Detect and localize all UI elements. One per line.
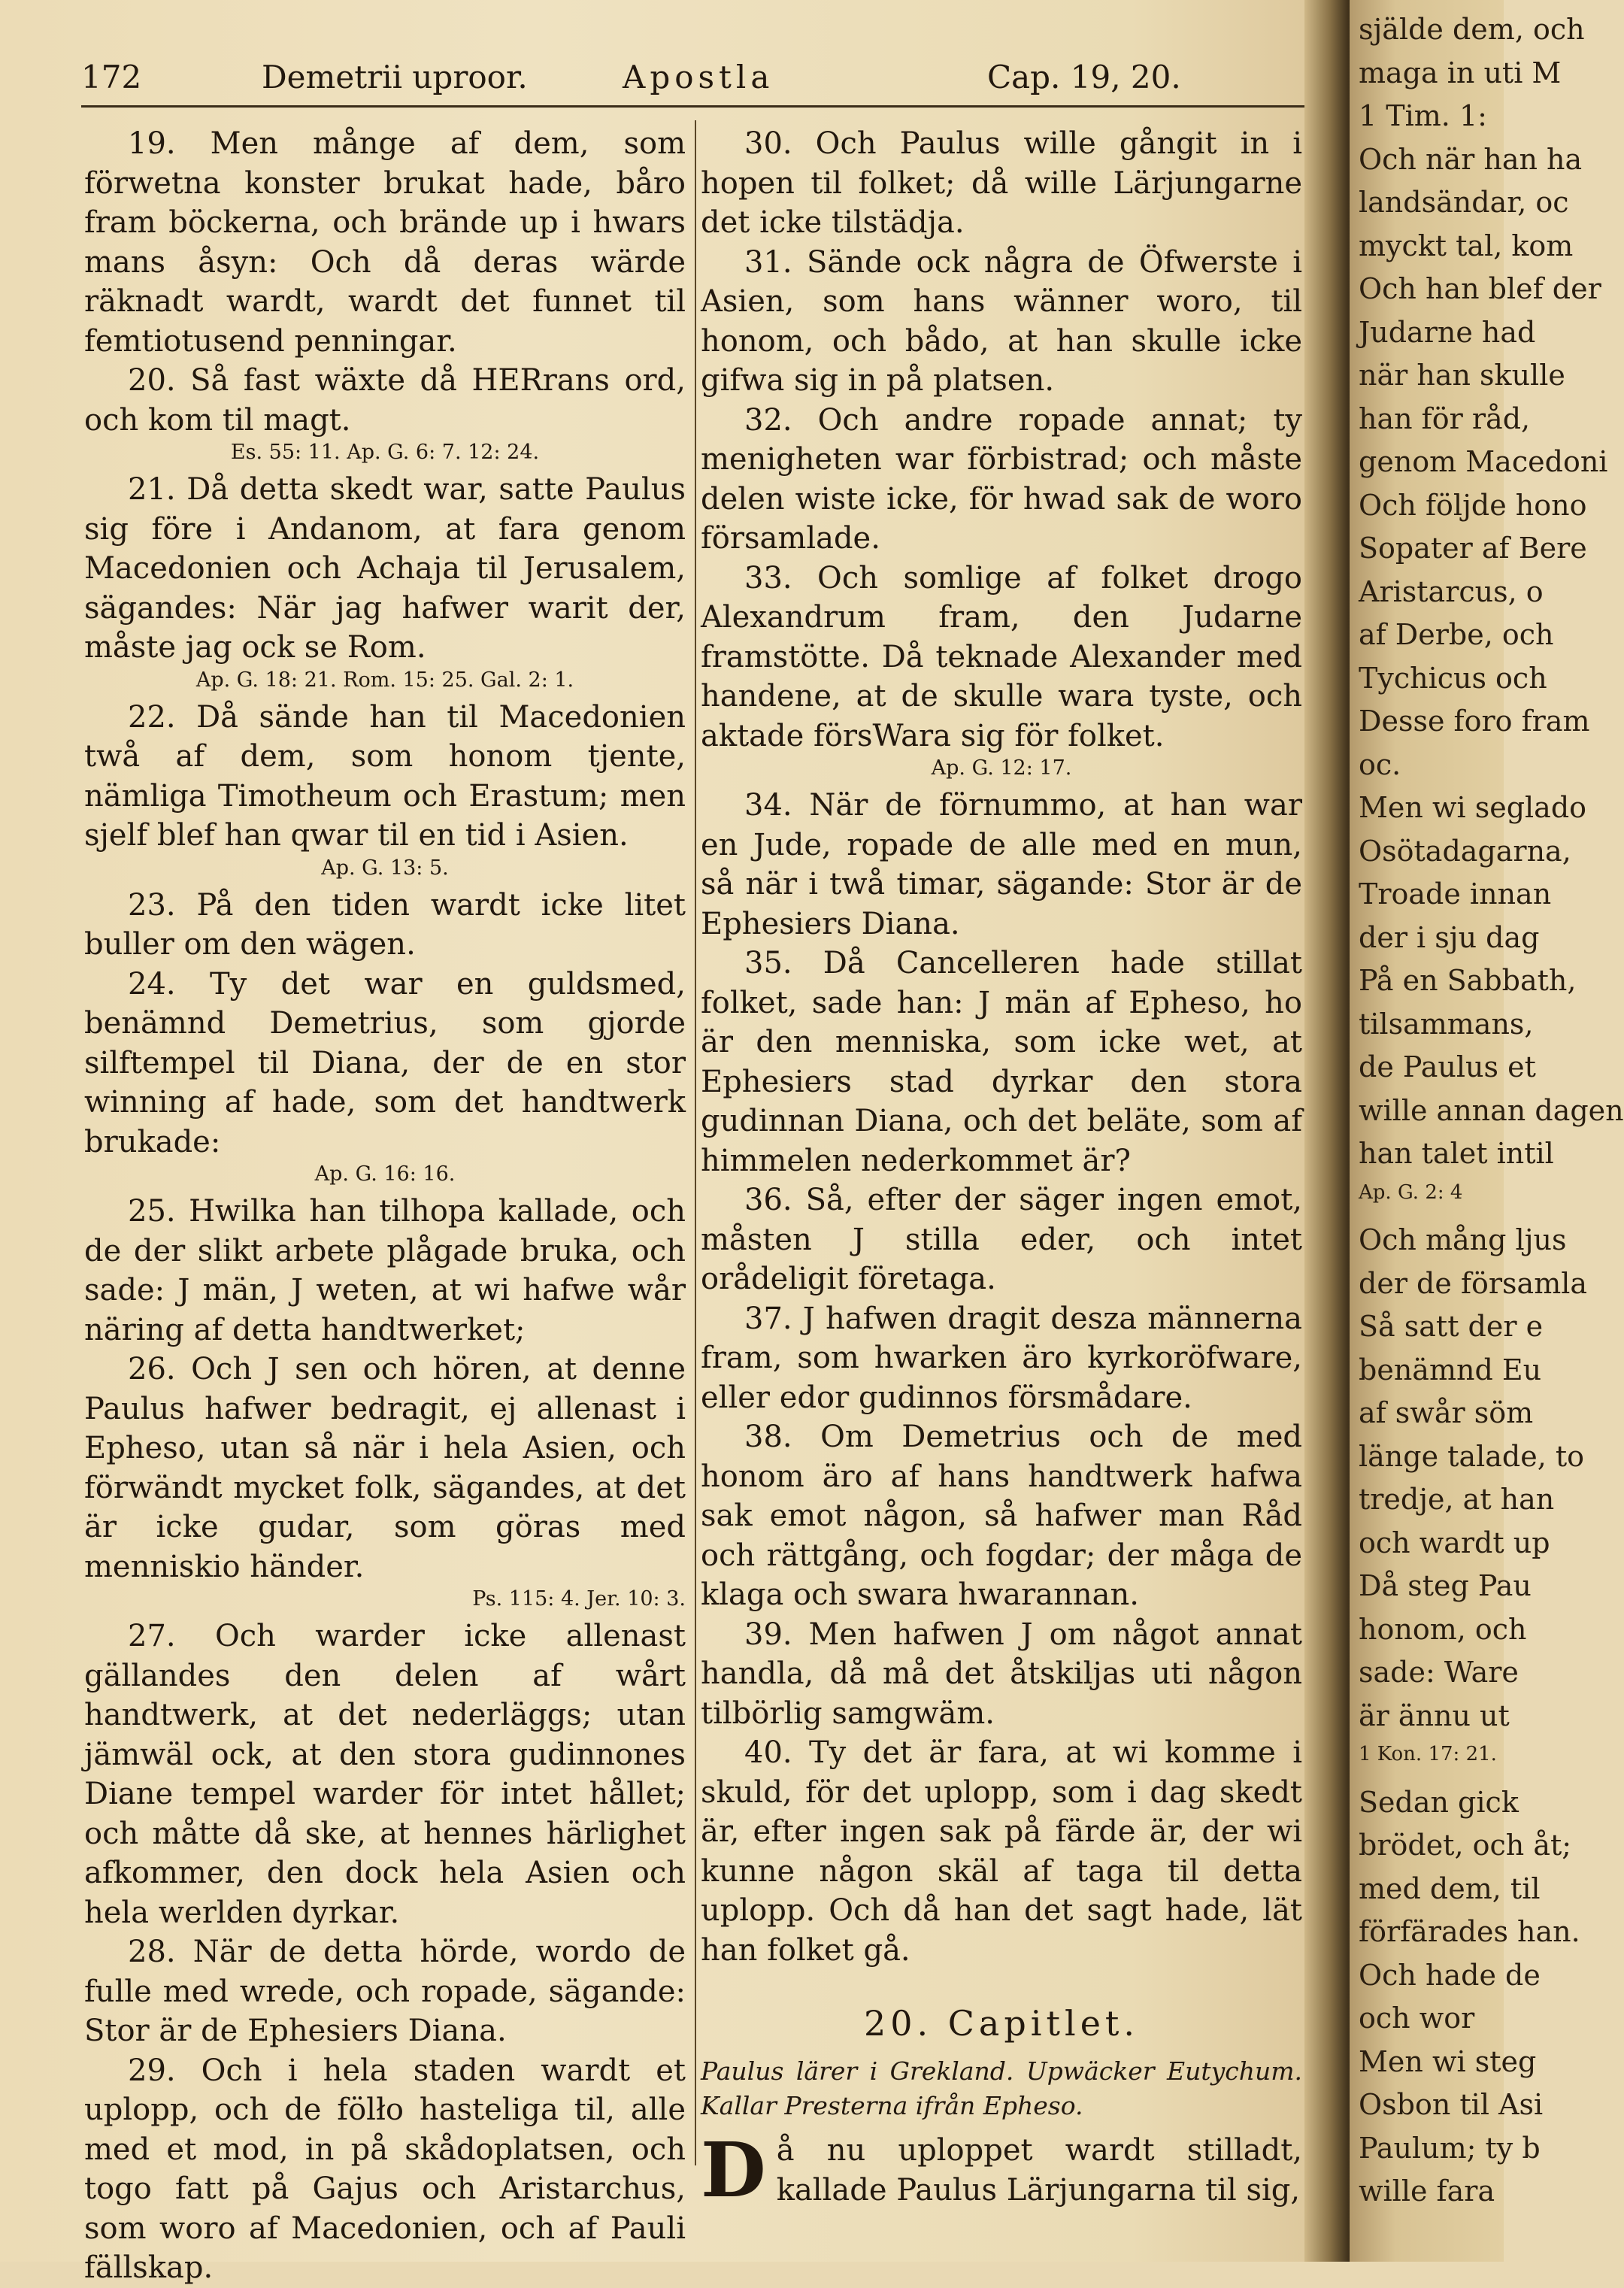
facing-page-line: Aristarcus, o [1359, 574, 1544, 608]
verse: 36. Så, efter der säger ingen emot, måsten J stilla eder, och intet orådeligit företaga. [701, 1183, 1302, 1296]
facing-page-line: Då steg Pau [1359, 1569, 1532, 1602]
verse: 27. Och warder icke allenast gällandes den delen af wårt handtwerk, at det nederläggs; utan jämwäl ock, at den stora gudinnones Diane tempel warder för intet hållet; och måtte då ske, at hennes härlighet afkommer, den dock hela Asien och hela werlden dyrkar. [84, 1619, 686, 1930]
facing-page-line: när han skulle [1359, 359, 1565, 392]
facing-page-line: han talet intil [1359, 1137, 1554, 1170]
verse: 33. Och somlige af folket drogo Alexandrum fram, den Judarne framstötte. Då teknade Alexander med handene, at de skulle wara tyste, och aktade försWara sig för folket. [701, 560, 1302, 753]
drop-cap: D [701, 2126, 766, 2214]
facing-page-line: Och hade de [1359, 1958, 1541, 1992]
center-running-title: Apostla [623, 59, 774, 95]
running-header [81, 59, 1314, 104]
left-running-title: Demetrii uproor. [262, 59, 528, 95]
facing-page-line: wille annan dagen [1359, 1093, 1624, 1127]
verse: 35. Då Cancelleren hade stillat folket, sade han: J män af Epheso, ho är den menniska, som icke wet, at Ephesiers stad dyrkar den stora gudinnan Diana, och det beläte, som af himmelen nederkommet är? [701, 946, 1302, 1178]
facing-page-line: Paulum; ty b [1359, 2131, 1541, 2165]
facing-page-line: 1 Tim. 1: [1359, 99, 1487, 132]
facing-page-fragment [1350, 0, 1624, 2262]
verse: 22. Då sände han til Macedonien twå af dem, som honom tjente, nämliga Timotheum och Erastum; men sjelf blef han qwar til en tid i Asien. [84, 699, 686, 853]
verse: 37. J hafwen dragit desza männerna fram, som hwarken äro kyrkoröfware, eller edor gudinnos försmådare. [701, 1301, 1302, 1415]
facing-page-line: med dem, til [1359, 1871, 1541, 1905]
facing-page-line: länge talade, to [1359, 1439, 1585, 1473]
facing-page-line: 1 Kon. 17: 21. [1359, 1743, 1497, 1765]
facing-page-line: Tychicus och [1359, 661, 1547, 695]
facing-page-line: tilsammans, [1359, 1007, 1534, 1041]
cross-reference: Ap. G. 13: 5. [321, 856, 449, 880]
facing-page-line: Judarne had [1359, 315, 1536, 349]
facing-page-line: Men wi seglado [1359, 791, 1587, 824]
facing-page-line: sade: Ware [1359, 1656, 1519, 1689]
verse: 21. Då detta skedt war, satte Paulus sig före i Andanom, at fara genom Macedonien och Achaja til Jerusalem, sägandes: När jag hafwer warit der, måste jag ock se Rom. [84, 472, 686, 665]
chapter-reference: Cap. 19, 20. [987, 59, 1181, 95]
chapter-opening [701, 2126, 1302, 2214]
facing-page-line: landsändar, oc [1359, 186, 1569, 219]
facing-page-line: Och följde hono [1359, 488, 1587, 522]
facing-page-line: maga in uti M [1359, 56, 1562, 89]
facing-page-line: de Paulus et [1359, 1050, 1536, 1083]
facing-page-line: och wardt up [1359, 1526, 1550, 1559]
cross-reference: Ap. G. 16: 16. [314, 1162, 456, 1186]
verse: 19. Men månge af dem, som förwetna konster brukat hade, båro fram böckerna, och brände up i hwars mans åsyn: Och då deras wärde räknadt wardt, wardt det funnet til femtiotusend penningar. [84, 126, 686, 359]
right-column [701, 124, 1302, 2214]
facing-page-line: benämnd Eu [1359, 1353, 1542, 1386]
verse: 26. Och J sen och hören, at denne Paulus hafwer bedragit, ej allenast i Epheso, utan så när i hela Asien, och förwändt mycket folk, sägandes, at det är icke gudar, som göras med menniskio händer. [84, 1352, 686, 1584]
chapter-summary: Paulus lärer i Grekland. Upwäcker Eutychum. Kallar Presterna ifrån Epheso. [701, 2056, 1302, 2120]
verse: 31. Sände ock några de Öfwerste i Asien, som hans wänner woro, til honom, och bådo, at han skulle icke gifwa sig in på platsen. [701, 244, 1302, 398]
facing-page-line: oc. [1359, 747, 1401, 781]
facing-page-line: Osbon til Asi [1359, 2088, 1544, 2121]
facing-page-line: och wor [1359, 2002, 1475, 2035]
book-gutter [1304, 0, 1350, 2262]
cross-reference: Ap. G. 12: 17. [931, 756, 1072, 780]
header-rule [81, 105, 1314, 108]
left-column [84, 124, 686, 2288]
verse: 38. Om Demetrius och de med honom äro af hans handtwerk hafwa sak emot någon, så hafwer man Råd och rättgång, och fogdar; der måga de klaga och swara hwarannan. [701, 1420, 1302, 1612]
facing-page-line: Sedan gick [1359, 1785, 1519, 1819]
opening-text: å nu uploppet wardt stilladt, kallade Paulus Lärjungarna til sig, [776, 2133, 1302, 2208]
facing-page-line: Och mång ljus [1359, 1223, 1567, 1256]
facing-page-line: Och han blef der [1359, 272, 1601, 305]
column-separator [695, 120, 696, 2165]
verse: 29. Och i hela staden wardt et uplopp, och de fölło hasteliga til, alle med et mod, in på skådoplatsen, och togo fatt på Gajus och Aristarchus, som woro af Macedonien, och af Pauli fällskap. [84, 2053, 686, 2285]
verse: 28. När de detta hörde, wordo de fulle med wrede, och ropade, sägande: Stor är de Ephesiers Diana. [84, 1935, 686, 2048]
facing-page-line: förfärades han. [1359, 1915, 1580, 1948]
facing-page-line: På en Sabbath, [1359, 964, 1577, 997]
facing-page-line: der i sju dag [1359, 920, 1540, 954]
facing-page-line: Så satt der e [1359, 1310, 1544, 1343]
chapter-heading: 20. Capitlet. [863, 2003, 1140, 2044]
facing-page-line: Men wi steg [1359, 2044, 1537, 2078]
verse: 25. Hwilka han tilhopa kallade, och de der slikt arbete plågade bruka, och sade: J män, J weten, at wi hafwe wår näring af detta handtwerket; [84, 1194, 686, 1347]
facing-page-line: brödet, och åt; [1359, 1829, 1572, 1862]
facing-page-line: wille fara [1359, 2174, 1495, 2208]
verse: 32. Och andre ropade annat; ty menigheten war förbistrad; och måste delen wiste icke, för hwad sak de woro församlade. [701, 402, 1302, 556]
page-number: 172 [81, 59, 142, 95]
facing-page-line: genom Macedoni [1359, 445, 1608, 478]
cross-reference: Es. 55: 11. Ap. G. 6: 7. 12: 24. [230, 441, 540, 464]
verse: 20. Så fast wäxte då HERrans ord, och kom til magt. [84, 363, 686, 438]
verse: 24. Ty det war en guldsmed, benämnd Demetrius, som gjorde silftempel til Diana, der de en stor winning af hade, som det handtwerk brukade: [84, 966, 686, 1159]
cross-reference: Ps. 115: 4. Jer. 10: 3. [472, 1587, 686, 1611]
facing-page-line: Och när han ha [1359, 142, 1583, 176]
facing-page-line: är ännu ut [1359, 1699, 1510, 1732]
facing-page-line: af Derbe, och [1359, 618, 1554, 651]
facing-page-line: myckt tal, kom [1359, 229, 1574, 262]
facing-page-line: Osötadagarna, [1359, 834, 1571, 868]
facing-page-line: Troade innan [1359, 877, 1552, 911]
facing-page-line: tredje, at han [1359, 1483, 1555, 1516]
verse: 40. Ty det är fara, at wi komme i skuld, för det uplopp, som i dag skedt är, efter ingen sak på färde är, der wi kunne någon skäl af taga til detta uplopp. Och då han det sagt hade, lät han folket gå. [701, 1735, 1302, 1968]
facing-page-line: der de församla [1359, 1266, 1588, 1300]
cross-reference: Ap. G. 18: 21. Rom. 15: 25. Gal. 2: 1. [195, 668, 574, 692]
facing-page-line: själde dem, och [1359, 13, 1585, 46]
facing-page-line: Sopater af Bere [1359, 532, 1587, 565]
verse: 30. Och Paulus wille gångit in i hopen til folket; då wille Lärjungarne det icke tilstädja. [701, 126, 1302, 240]
verse: 34. När de förnummo, at han war en Jude, ropade de alle med en mun, så när i twå timar, sägande: Stor är de Ephesiers Diana. [701, 788, 1302, 941]
verse: 39. Men hafwen J om något annat handla, då må det åtskiljas uti någon tilbörlig samgwäm. [701, 1617, 1302, 1731]
facing-page-line: Desse foro fram [1359, 705, 1590, 738]
verse: 23. På den tiden wardt icke litet buller om den wägen. [84, 887, 686, 962]
facing-page-line: af swår söm [1359, 1396, 1534, 1429]
facing-page-line: han för råd, [1359, 402, 1531, 435]
facing-page-line: honom, och [1359, 1612, 1527, 1646]
facing-page-line: Ap. G. 2: 4 [1359, 1180, 1463, 1204]
